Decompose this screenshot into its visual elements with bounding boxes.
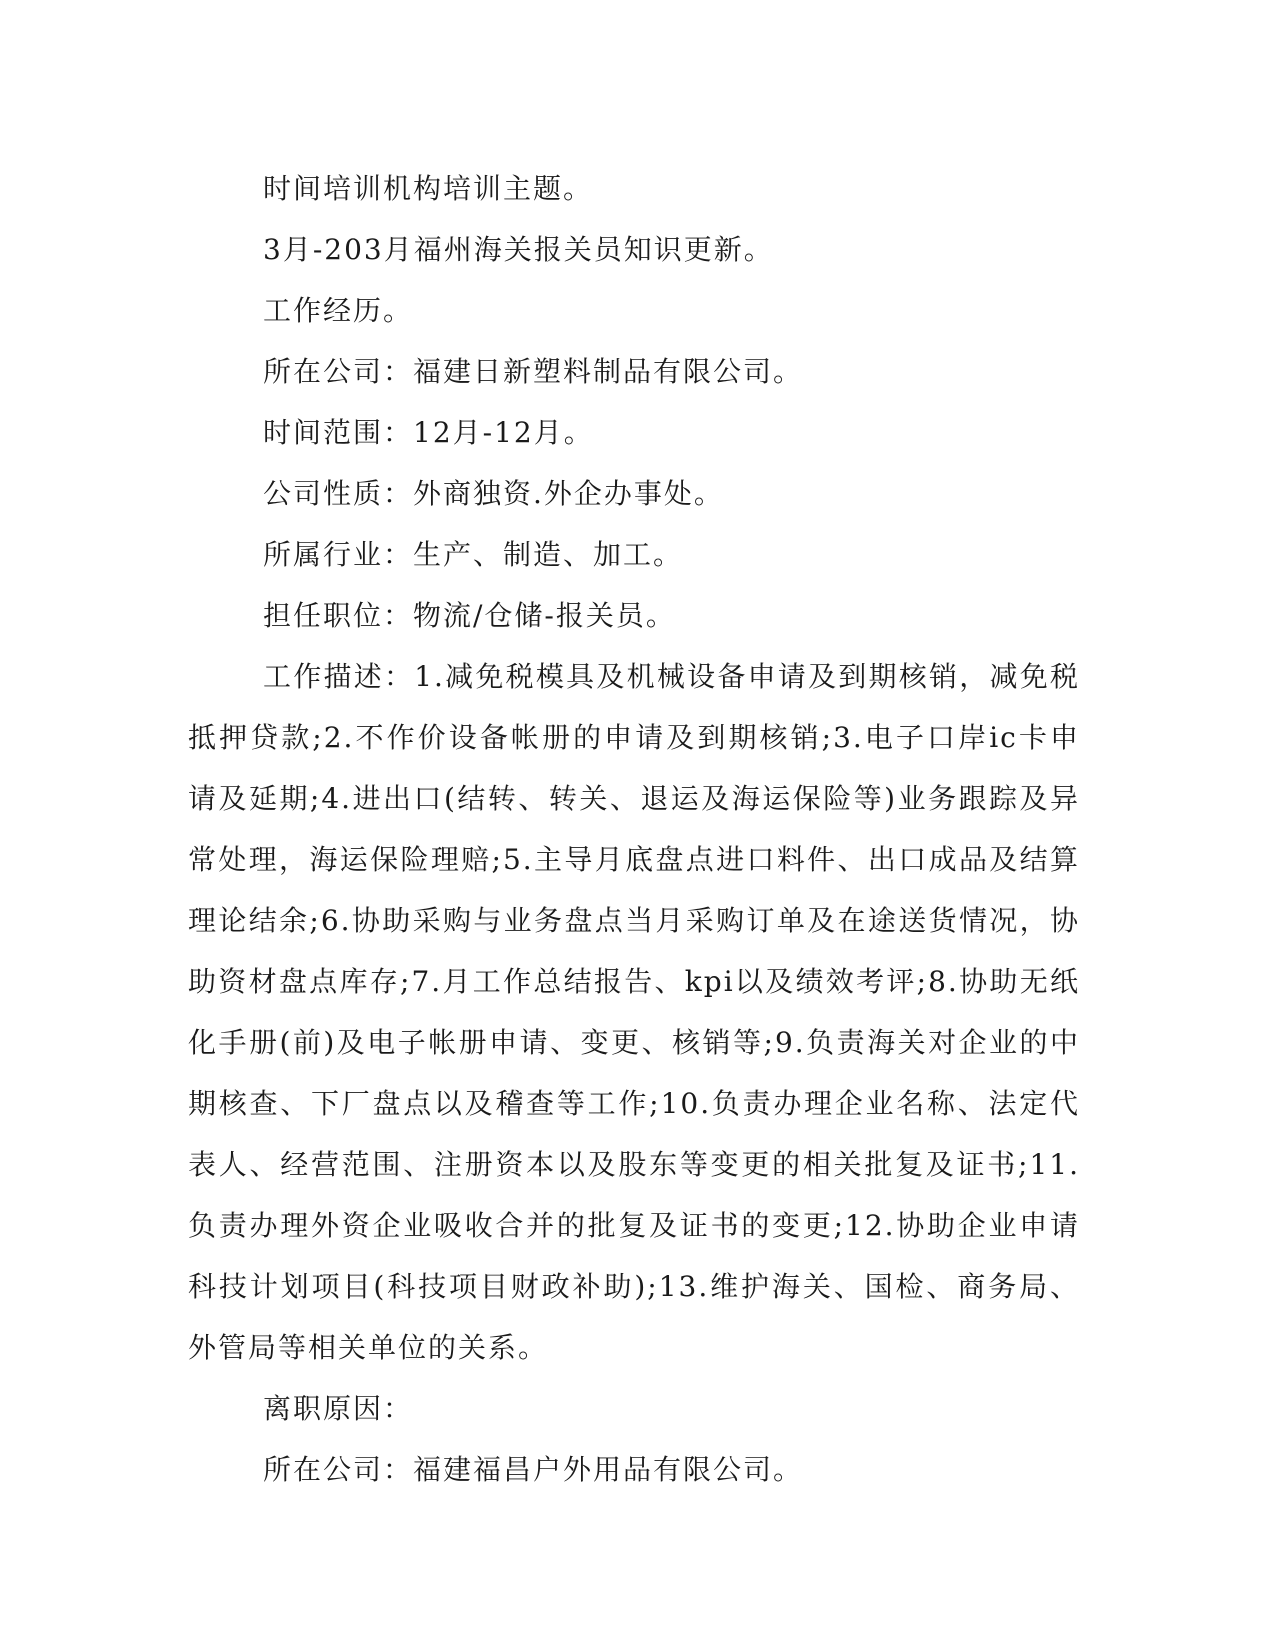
paragraph-time-range: 时间范围：12月-12月。: [263, 416, 594, 449]
paragraph-leaving-reason: 离职原因：: [263, 1392, 414, 1425]
paragraph-work-history-heading: 工作经历。: [263, 294, 414, 327]
paragraph-position: 担任职位：物流/仓储-报关员。: [263, 599, 676, 632]
paragraph-job-description: 工作描述：1.减免税模具及机械设备申请及到期核销，减免税抵押贷款;2.不作价设备帐册的申请及到期核销;3.电子口岸ic卡申请及延期;4.进出口(结转、转关、退运及海运保险等)业务跟踪及异常处理，海运保险理赔;5.主导月底盘点进口料件、出口成品及结算理论结余;6.协助采购与业务盘点当月采购订单及在途送货情况，协助资材盘点库存;7.月工作总结报告、kpi以及绩效考评;8.协助无纸化手册(前)及电子帐册申请、变更、核销等;9.负责海关对企业的中期核查、下厂盘点以及稽查等工作;10.负责办理企业名称、法定代表人、经营范围、注册资本以及股东等变更的相关批复及证书;11.负责办理外资企业吸收合并的批复及证书的变更;12.协助企业申请科技计划项目(科技项目财政补助);13.维护海关、国检、商务局、外管局等相关单位的关系。: [188, 660, 1080, 1364]
document-body: [188, 158, 1080, 1500]
paragraph-company-type: 公司性质：外商独资.外企办事处。: [263, 477, 724, 510]
paragraph-training-header: 时间培训机构培训主题。: [263, 172, 594, 205]
paragraph-next-company: 所在公司：福建福昌户外用品有限公司。: [263, 1453, 804, 1486]
paragraph-industry: 所属行业：生产、制造、加工。: [263, 538, 684, 571]
paragraph-company: 所在公司：福建日新塑料制品有限公司。: [263, 355, 804, 388]
paragraph-training-entry: 3月-203月福州海关报关员知识更新。: [263, 233, 774, 266]
